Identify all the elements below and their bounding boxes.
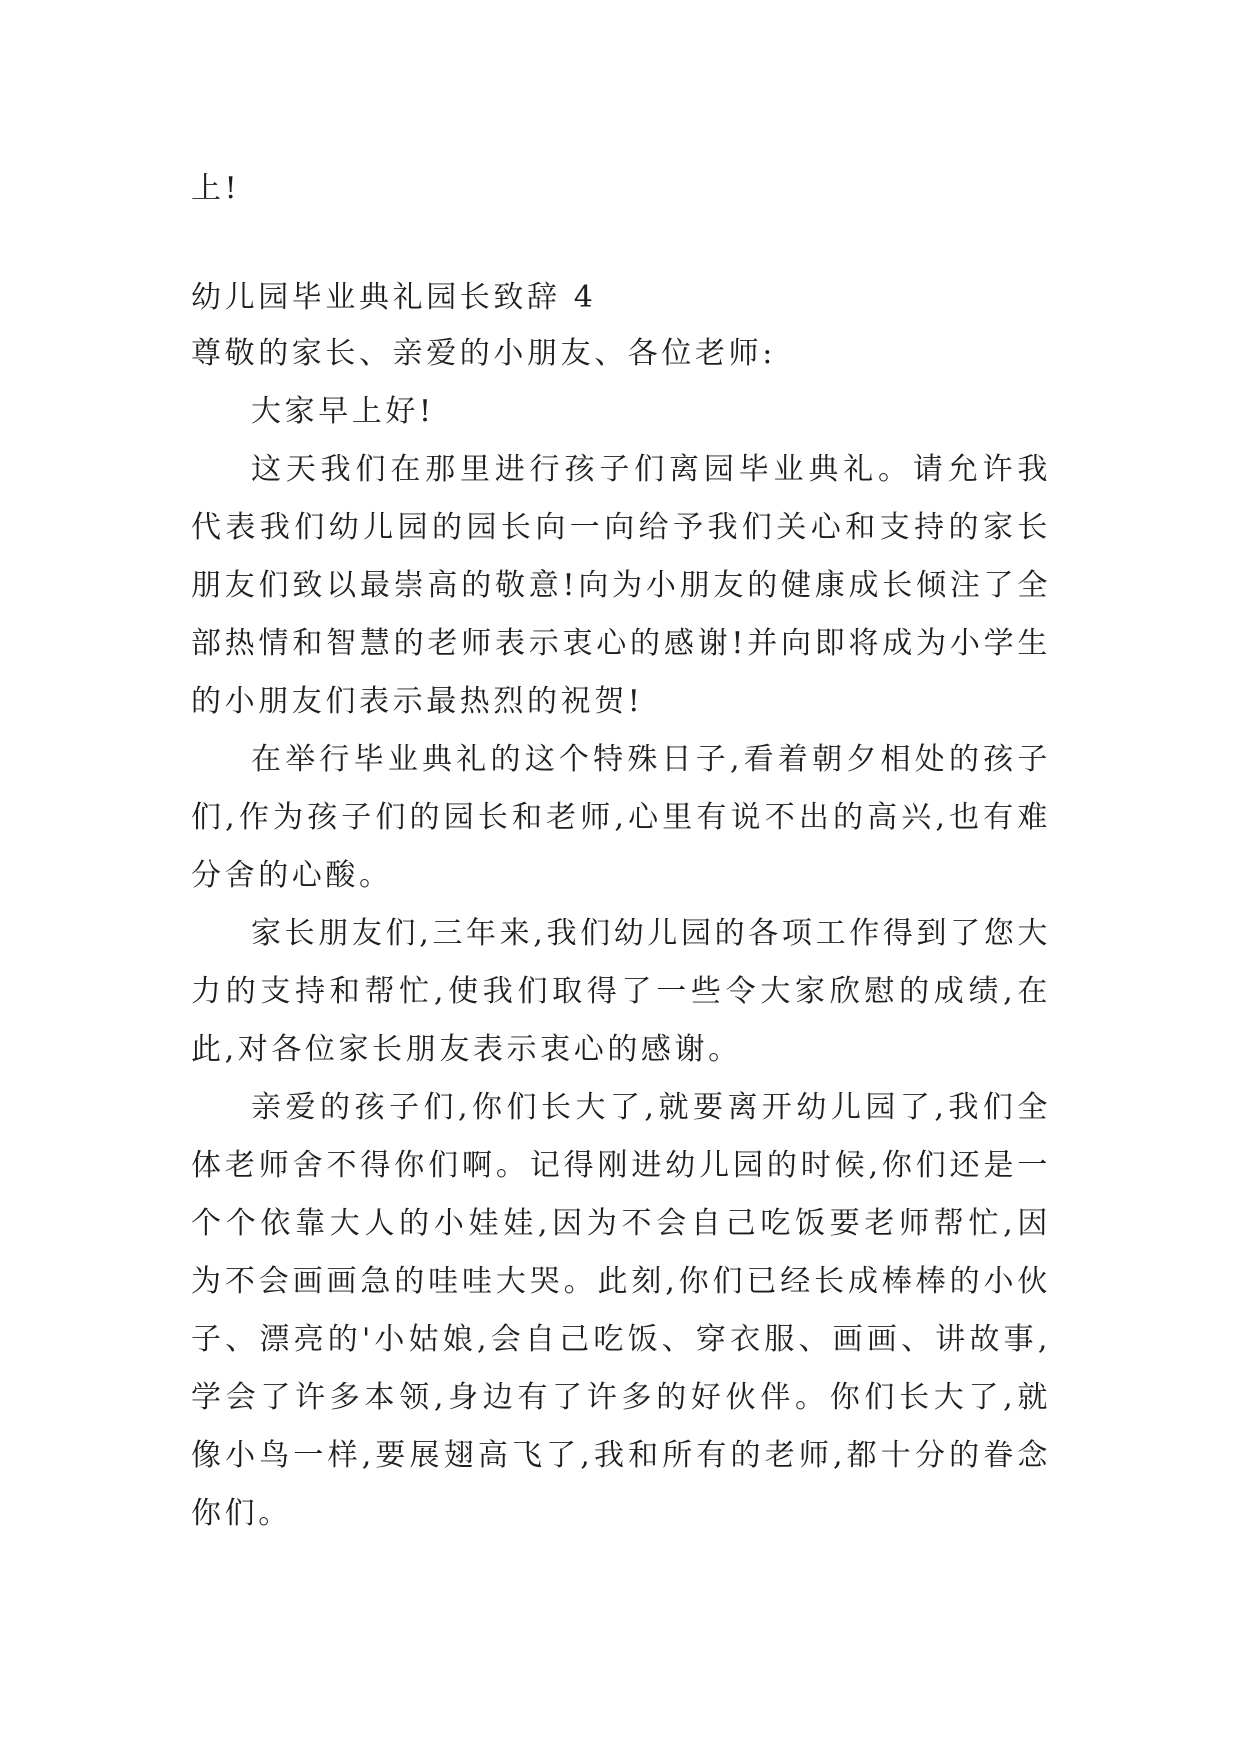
paragraph-opening: 这天我们在那里进行孩子们离园毕业典礼。请允许我代表我们幼儿园的园长向一向给予我们关心和支持的家长朋友们致以最崇高的敬意!向为小朋友的健康成长倾注了全部热情和智慧的老师表示衷心的感谢!并向即将成为小学生的小朋友们表示最热烈的祝贺! (191, 452, 1051, 719)
carry-over-text: 上! (191, 171, 241, 206)
paragraph-children: 亲爱的孩子们,你们长大了,就要离开幼儿园了,我们全体老师舍不得你们啊。记得刚进幼儿园的时候,你们还是一个个依靠大人的小娃娃,因为不会自己吃饭要老师帮忙,因为不会画画急的哇哇大哭。此刻,你们已经长成棒棒的小伙子、漂亮的'小姑娘,会自己吃饭、穿衣服、画画、讲故事,学会了许多本领,身边有了许多的好伙伴。你们长大了,就像小鸟一样,要展翅高飞了,我和所有的老师,都十分的眷念你们。 (191, 1090, 1051, 1531)
salutation: 尊敬的家长、亲爱的小朋友、各位老师: (191, 336, 776, 371)
paragraph-ceremony-day: 在举行毕业典礼的这个特殊日子,看着朝夕相处的孩子们,作为孩子们的园长和老师,心里有说不出的高兴,也有难分舍的心酸。 (191, 742, 1051, 893)
document-title: 幼儿园毕业典礼园长致辞 4 (191, 280, 597, 315)
document-body (191, 160, 1051, 1543)
paragraph-greeting: 大家早上好! (251, 394, 435, 429)
paragraph-parents: 家长朋友们,三年来,我们幼儿园的各项工作得到了您大力的支持和帮忙,使我们取得了一些令大家欣慰的成绩,在此,对各位家长朋友表示衷心的感谢。 (191, 916, 1051, 1067)
